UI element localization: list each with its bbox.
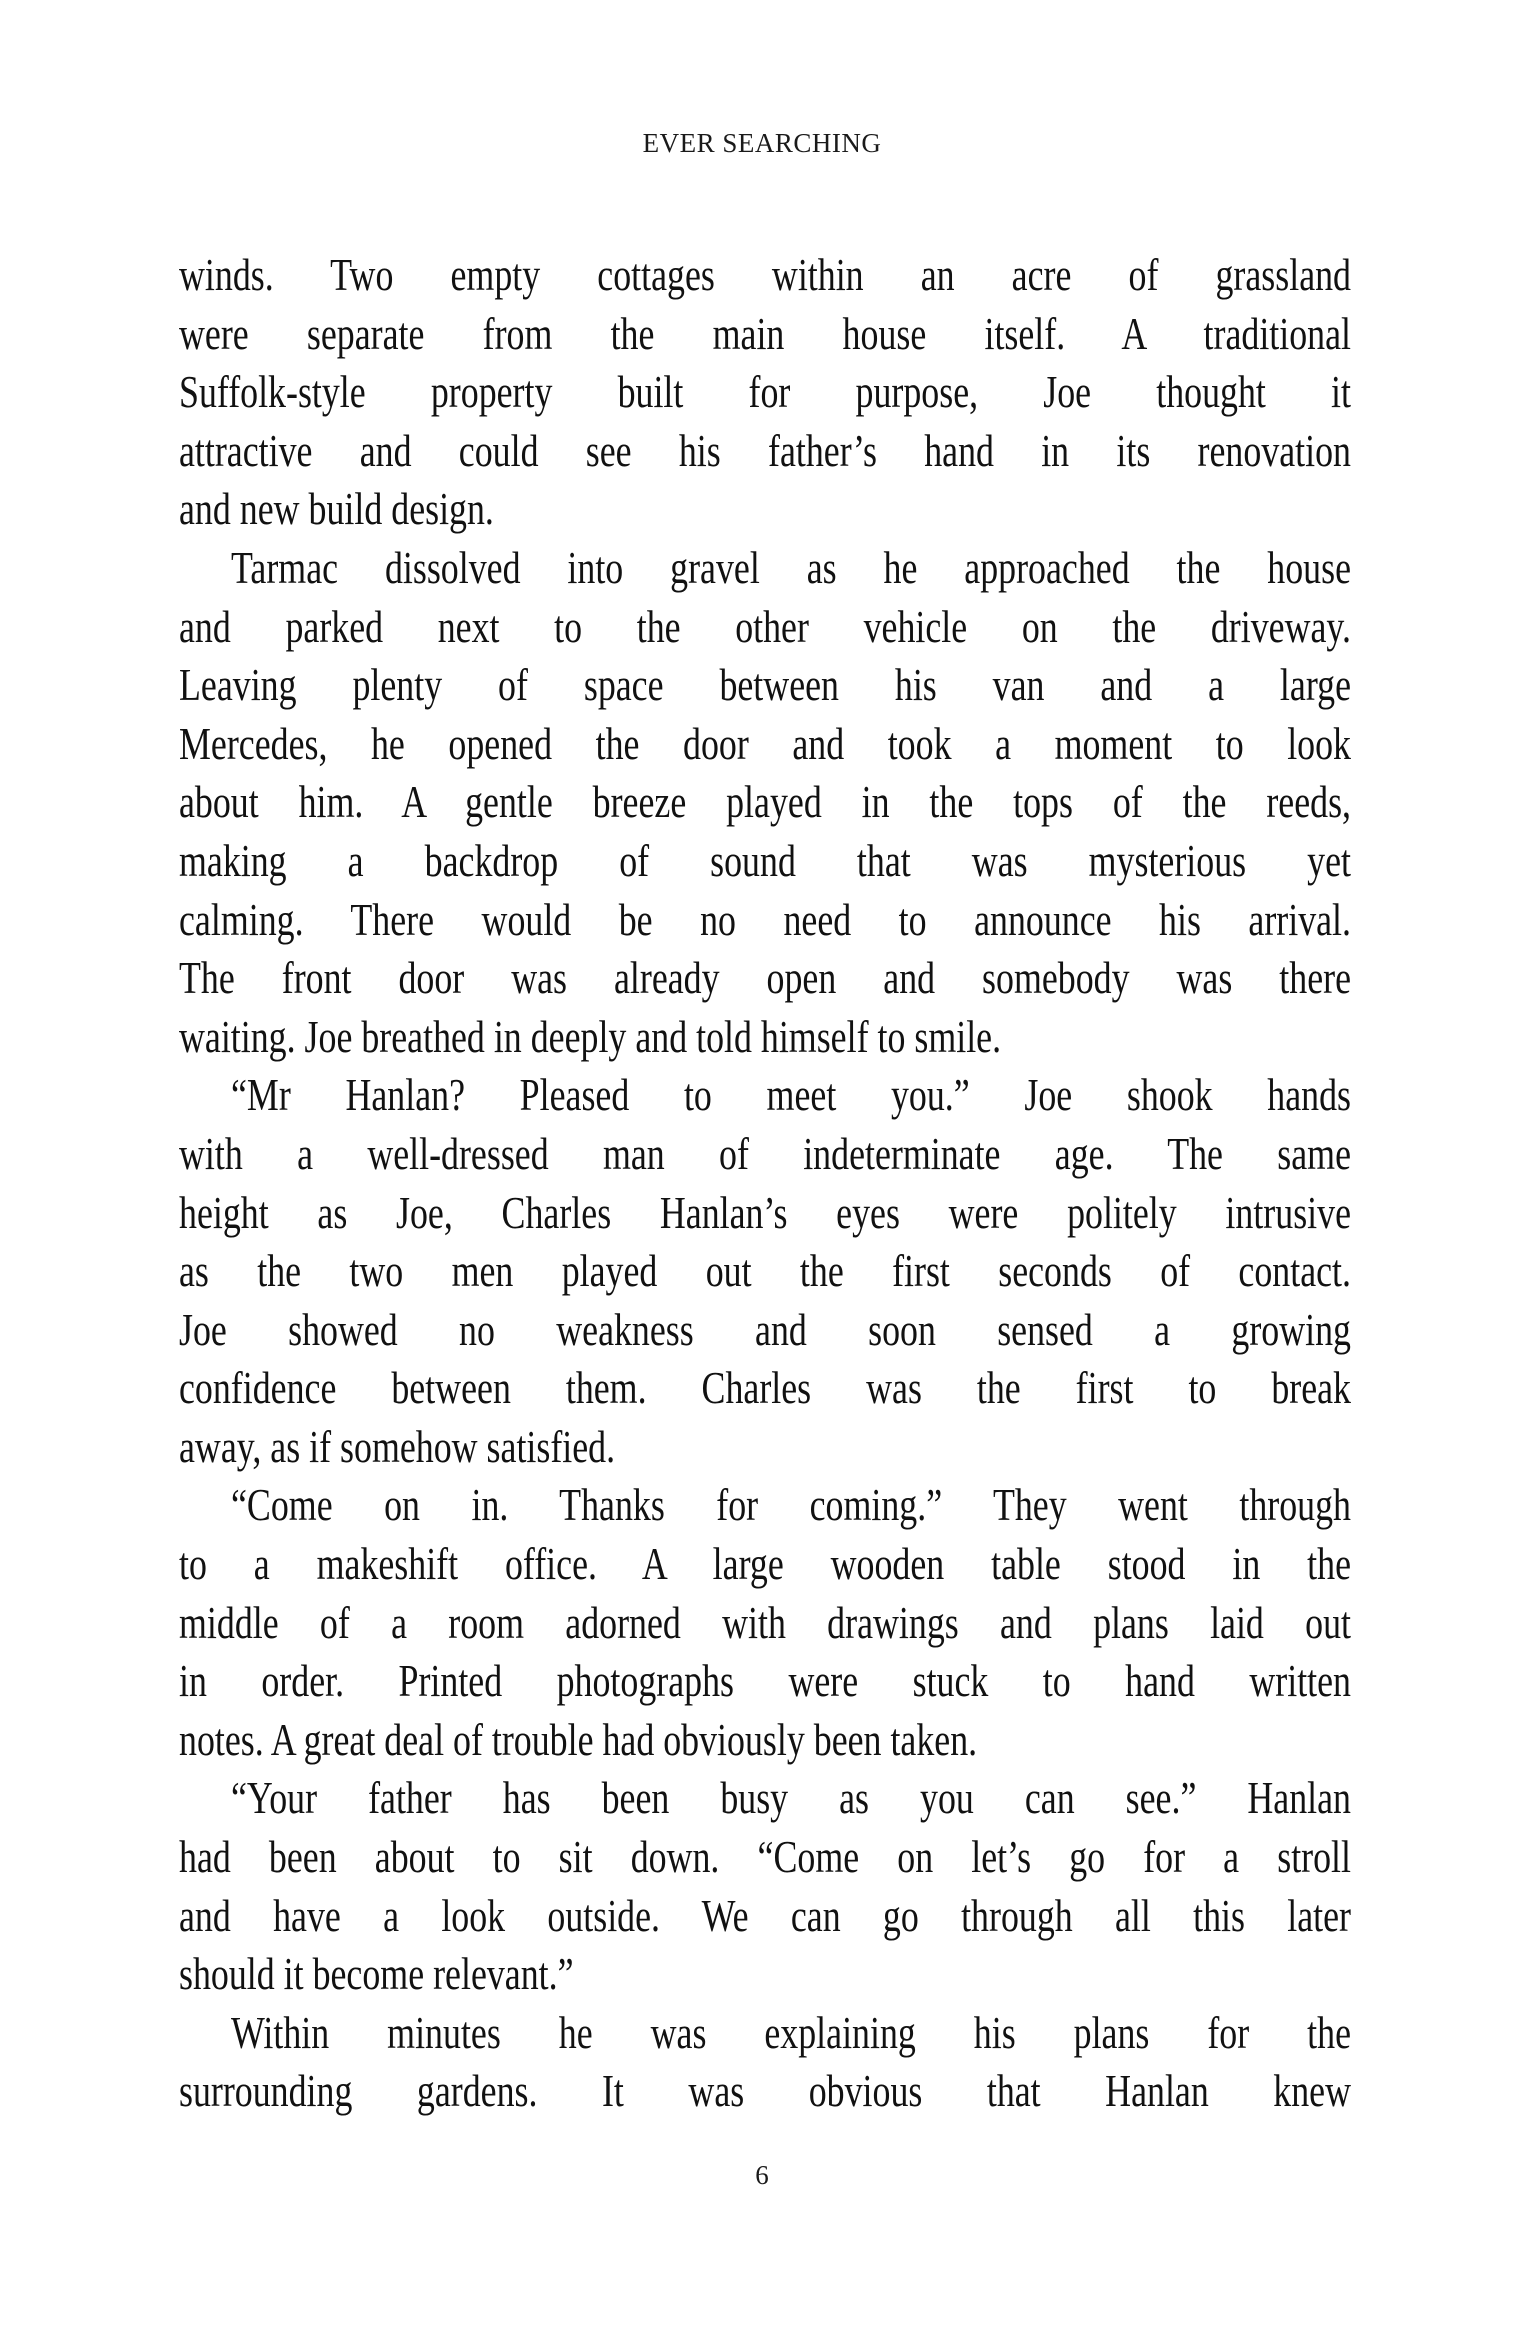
text-line: as the two men played out the first seconds of contact. [179,1245,1351,1297]
text-line: calming. There would be no need to announce his arrival. [179,893,1351,945]
text-line: height as Joe, Charles Hanlan’s eyes were politely intrusive [179,1186,1351,1238]
text-line: Joe showed no weakness and soon sensed a growing [179,1303,1351,1355]
text-line: Mercedes, he opened the door and took a moment to look [179,717,1351,769]
text-line: to a makeshift office. A large wooden table stood in the [179,1538,1351,1590]
text-line: “Mr Hanlan? Pleased to meet you.” Joe shook hands [231,1069,1351,1121]
text-line: making a backdrop of sound that was mysterious yet [179,834,1352,886]
text-line: Tarmac dissolved into gravel as he approached the house [231,541,1352,593]
paragraph [179,1769,1351,2003]
paragraph [179,2004,1351,2121]
body-text [179,246,1351,2121]
text-line: confidence between them. Charles was the first to break [179,1362,1351,1414]
text-line: attractive and could see his father’s hand in its renovation [179,424,1351,476]
text-line: The front door was already open and somebody was there [179,952,1351,1004]
running-header: EVER SEARCHING [642,128,882,158]
text-line: away, as if somehow satisfied. [179,1420,616,1472]
text-line: with a well-dressed man of indeterminate age. The same [179,1127,1351,1179]
text-line: in order. Printed photographs were stuck to hand written [179,1655,1351,1707]
text-line: and have a look outside. We can go through all this later [179,1889,1351,1941]
paragraph [179,1066,1351,1476]
text-line: about him. A gentle breeze played in the tops of the reeds, [179,776,1352,828]
text-line: “Your father has been busy as you can see.” Hanlan [231,1772,1352,1824]
text-line: notes. A great deal of trouble had obviously been taken. [179,1713,978,1765]
text-line: “Come on in. Thanks for coming.” They went through [231,1479,1351,1531]
paragraph [179,1476,1351,1769]
paragraph [179,246,1351,539]
paragraph [179,539,1351,1066]
text-line: Suffolk-style property built for purpose, Joe thought it [179,366,1351,418]
page-number: 6 [755,2160,769,2190]
text-line: should it become relevant.” [179,1948,574,2000]
text-line: waiting. Joe breathed in deeply and told himself to smile. [179,1010,1002,1062]
text-line: had been about to sit down. “Come on let’s go for a stroll [179,1831,1351,1883]
text-line: winds. Two empty cottages within an acre of grassland [179,249,1352,300]
text-line: Within minutes he was explaining his plans for the [231,2006,1351,2058]
text-line: and parked next to the other vehicle on the driveway. [179,600,1351,652]
text-line: were separate from the main house itself. A traditional [179,307,1352,359]
text-line: Leaving plenty of space between his van and a large [179,659,1351,711]
text-line: and new build design. [179,483,494,535]
text-line: surrounding gardens. It was obvious that Hanlan knew [179,2065,1351,2117]
text-line: middle of a room adorned with drawings and plans laid out [179,1596,1351,1648]
